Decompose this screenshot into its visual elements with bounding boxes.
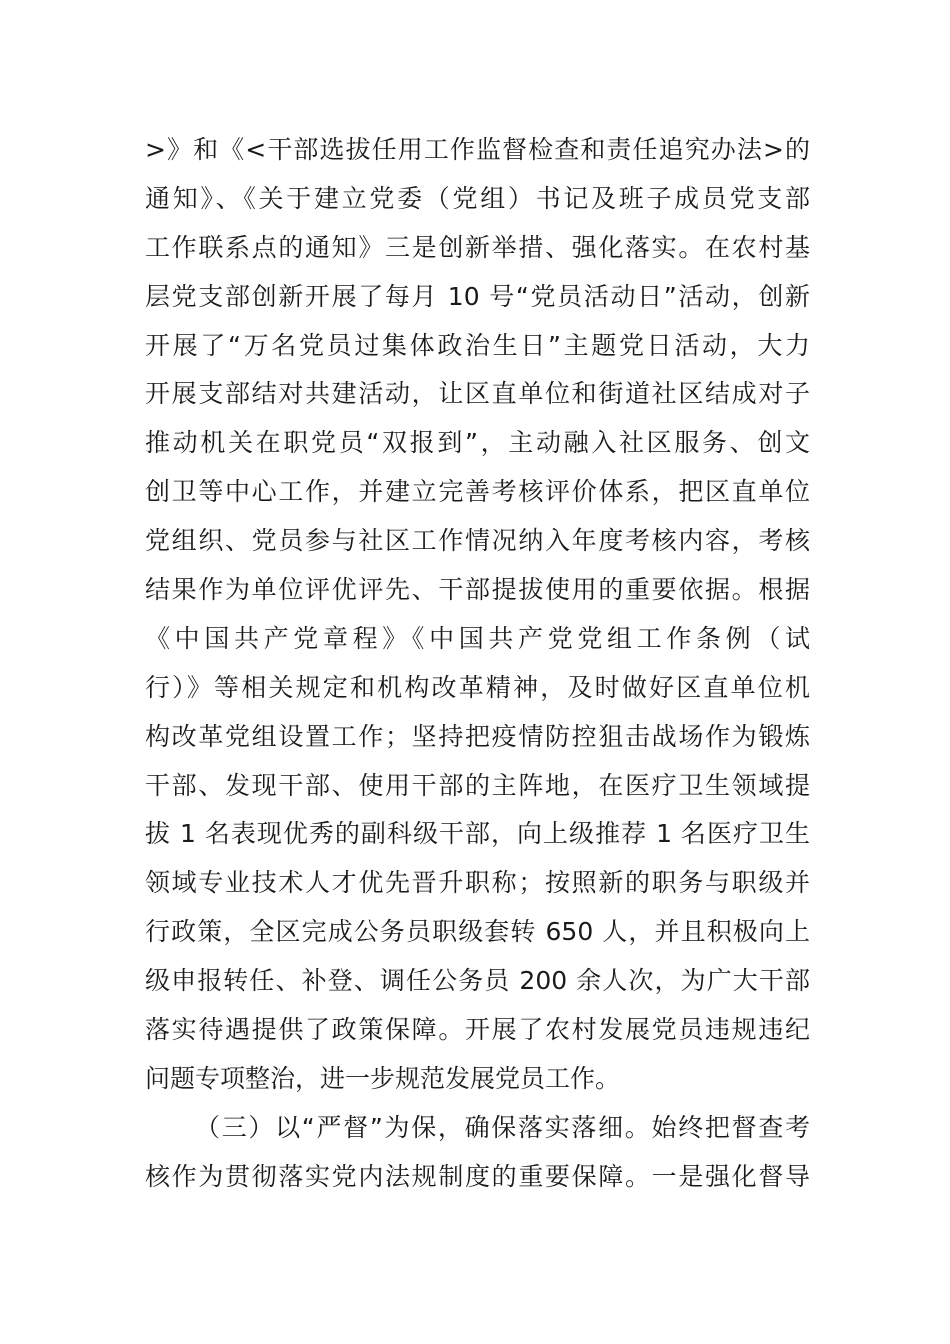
- text-line: 推动机关在职党员“双报到”，主动融入社区服务、创文: [145, 428, 810, 458]
- section-heading-line: （三）以“严督”为保，确保落实落细。始终把督查考: [195, 1112, 810, 1142]
- text-line: 结果作为单位评优评先、干部提拔使用的重要依据。根据: [145, 575, 810, 605]
- text-line: 构改革党组设置工作；坚持把疫情防控狙击战场作为锻炼: [145, 721, 810, 751]
- text-line: 开展支部结对共建活动，让区直单位和街道社区结成对子: [145, 379, 810, 409]
- text-line: 落实待遇提供了政策保障。开展了农村发展党员违规违纪: [145, 1015, 810, 1045]
- text-line: 层党支部创新开展了每月 10 号“党员活动日”活动，创新: [145, 281, 810, 311]
- text-line: 核作为贯彻落实党内法规制度的重要保障。一是强化督导: [145, 1161, 810, 1191]
- text-line: 拔 1 名表现优秀的副科级干部，向上级推荐 1 名医疗卫生: [145, 819, 810, 849]
- text-line: 行）》等相关规定和机构改革精神，及时做好区直单位机: [145, 672, 810, 702]
- text-line: 创卫等中心工作，并建立完善考核评价体系，把区直单位: [145, 477, 810, 507]
- text-line: 行政策，全区完成公务员职级套转 650 人，并且积极向上: [145, 917, 810, 947]
- text-line: 《中国共产党章程》《中国共产党党组工作条例（试: [145, 623, 810, 653]
- text-line: 级申报转任、补登、调任公务员 200 余人次，为广大干部: [145, 966, 810, 996]
- text-line: 干部、发现干部、使用干部的主阵地，在医疗卫生领域提: [145, 770, 810, 800]
- text-line: >》和《<干部选拔任用工作监督检查和责任追究办法>的: [145, 135, 810, 164]
- text-line: 工作联系点的通知》三是创新举措、强化落实。在农村基: [145, 232, 810, 262]
- text-line: 党组织、党员参与社区工作情况纳入年度考核内容，考核: [145, 526, 810, 556]
- text-line: 通知》、《关于建立党委（党组）书记及班子成员党支部: [145, 183, 810, 213]
- text-line: 领域专业技术人才优先晋升职称；按照新的职务与职级并: [145, 868, 810, 898]
- body-text: [145, 126, 810, 1202]
- paragraph-end-line: 问题专项整治，进一步规范发展党员工作。: [145, 1063, 621, 1093]
- text-line: 开展了“万名党员过集体政治生日”主题党日活动，大力: [145, 330, 810, 360]
